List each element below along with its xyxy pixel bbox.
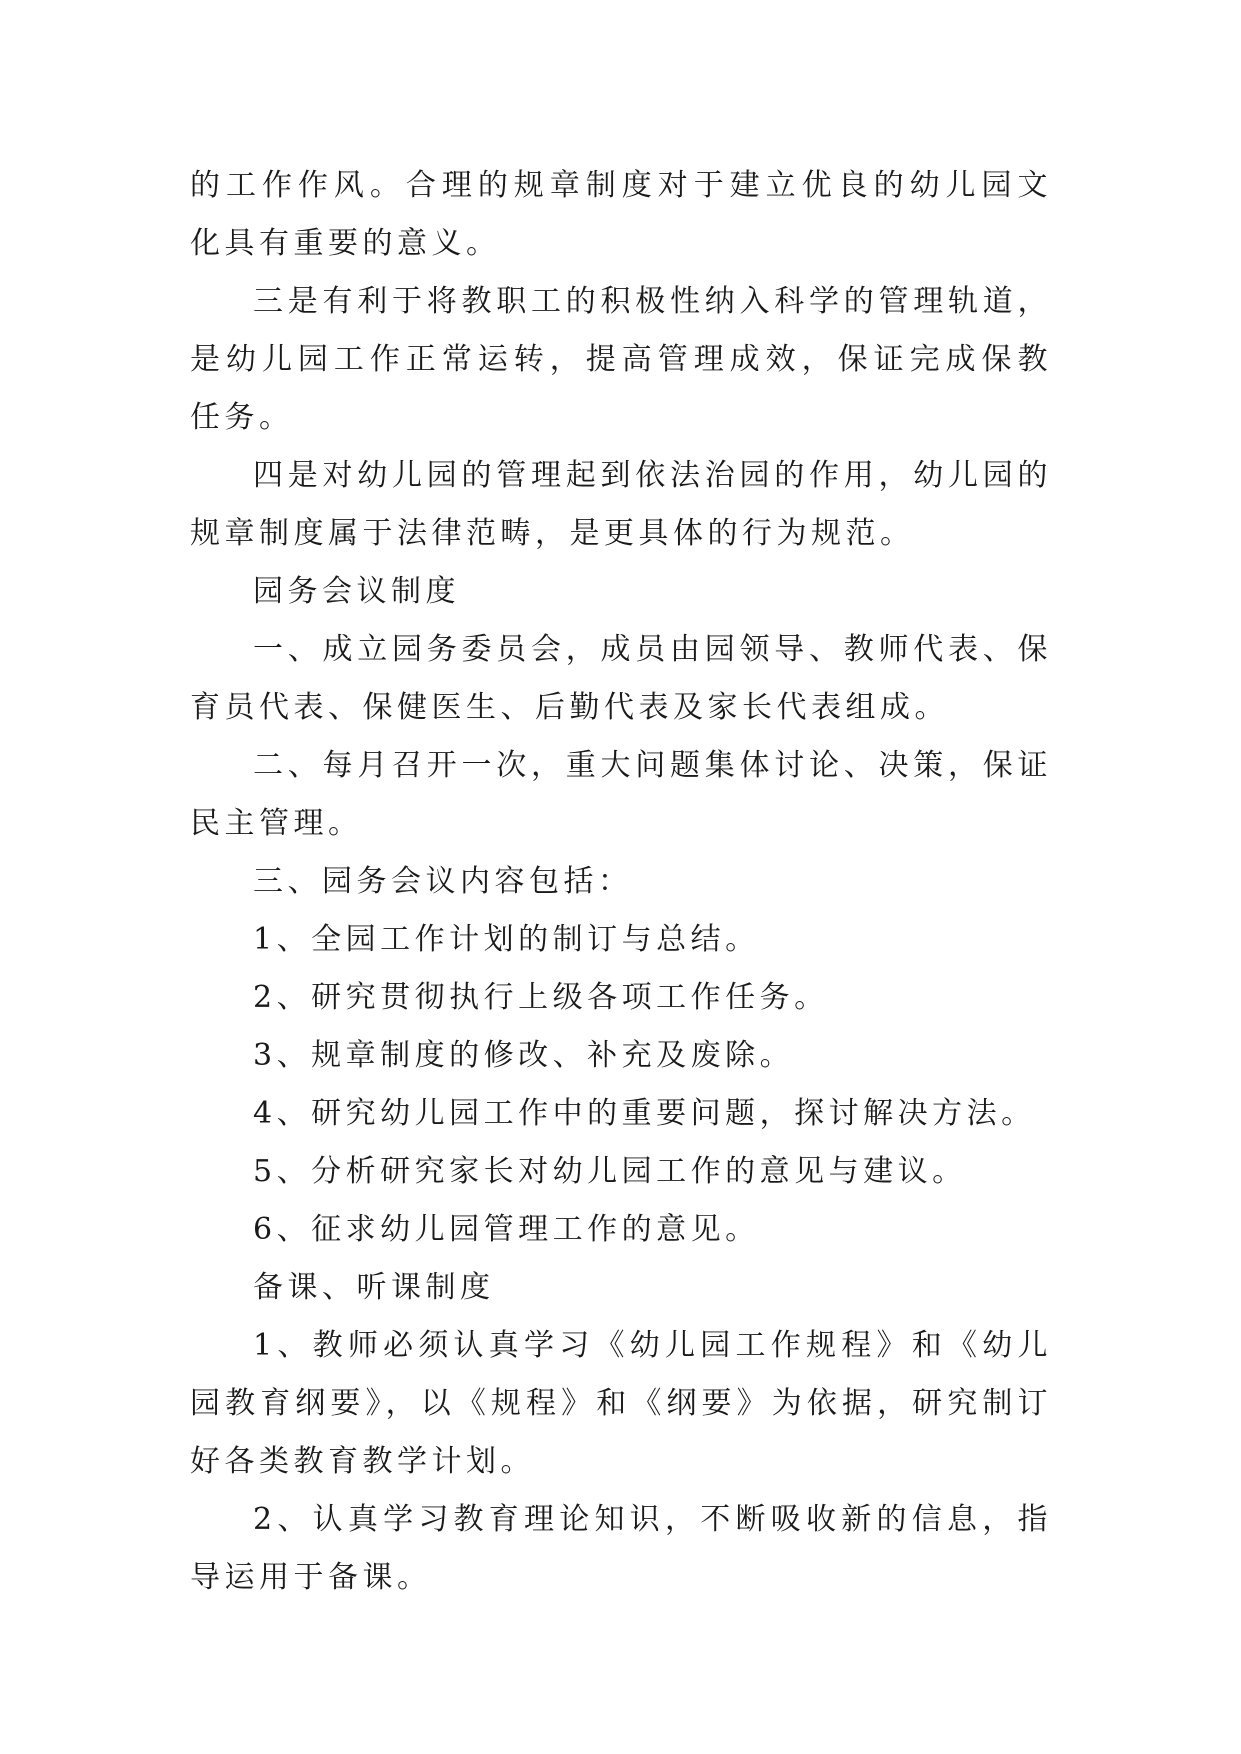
paragraph: 四是对幼儿园的管理起到依法治园的作用，幼儿园的规章制度属于法律范畴，是更具体的行为规范。 (190, 458, 1052, 551)
list-item: 2、认真学习教育理论知识，不断吸收新的信息，指导运用于备课。 (190, 1502, 1052, 1595)
list-item: 2、研究贯彻执行上级各项工作任务。 (253, 980, 829, 1015)
list-item: 5、分析研究家长对幼儿园工作的意见与建议。 (253, 1154, 967, 1189)
paragraph: 三是有利于将教职工的积极性纳入科学的管理轨道，是幼儿园工作正常运转，提高管理成效，保证完成保教任务。 (190, 284, 1052, 435)
paragraph: 二、每月召开一次，重大问题集体讨论、决策，保证民主管理。 (190, 748, 1052, 841)
list-item: 3、规章制度的修改、补充及废除。 (253, 1038, 795, 1073)
paragraph: 一、成立园务委员会，成员由园领导、教师代表、保育员代表、保健医生、后勤代表及家长代表组成。 (190, 632, 1052, 725)
document-body (190, 157, 1052, 1607)
list-item: 1、教师必须认真学习《幼儿园工作规程》和《幼儿园教育纲要》，以《规程》和《纲要》为依据，研究制订好各类教育教学计划。 (190, 1328, 1052, 1479)
section-heading: 园务会议制度 (253, 574, 460, 609)
paragraph: 的工作作风。合理的规章制度对于建立优良的幼儿园文化具有重要的意义。 (190, 168, 1052, 261)
list-item: 6、征求幼儿园管理工作的意见。 (253, 1212, 760, 1247)
list-item: 1、全园工作计划的制订与总结。 (253, 922, 760, 957)
paragraph: 三、园务会议内容包括： (253, 864, 633, 899)
section-heading: 备课、听课制度 (253, 1270, 495, 1305)
list-item: 4、研究幼儿园工作中的重要问题，探讨解决方法。 (253, 1096, 1036, 1131)
